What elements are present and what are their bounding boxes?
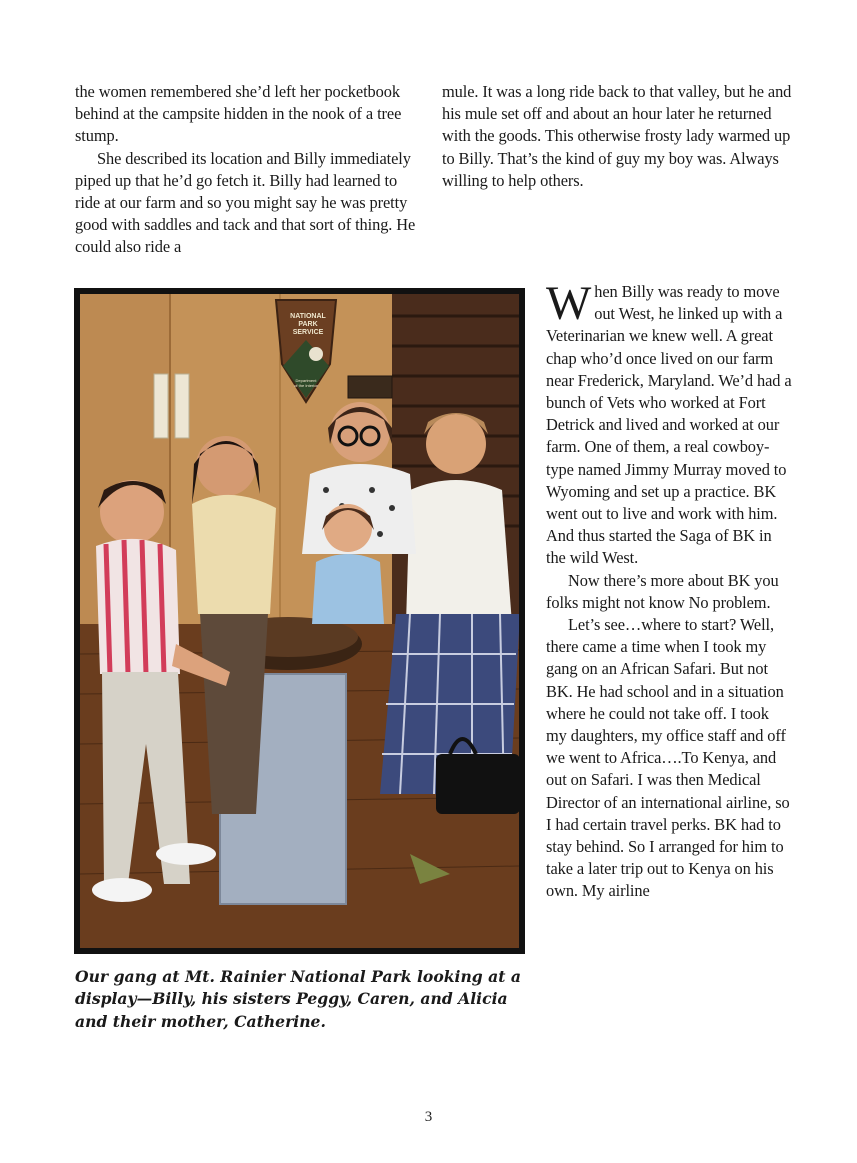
paragraph — [546, 277, 792, 570]
drop-cap: W — [546, 277, 592, 330]
sign-text: PARK — [298, 321, 318, 328]
text-column-top-left — [75, 81, 425, 259]
sign-text: NATIONAL — [290, 313, 326, 320]
sign-text: Department — [295, 378, 317, 383]
sign-text: SERVICE — [292, 329, 324, 336]
paragraph: Now there’s more about BK you folks might not know No problem. — [546, 570, 779, 612]
text-column-right — [546, 277, 792, 903]
photo-frame — [74, 288, 525, 954]
paragraph-text: hen Billy was ready to move out West, he linked up with a Veterinarian we knew well. A great chap who’d once lived on our farm near Frederick, Maryland. We’d had a bunch of Vets who worked at Fort Detrick and lived and worked at our farm. One of them, a real cowboy-type named Jimmy Murray moved to Wyoming and set up a practice. BK went out to live and work with him. And thus started the Saga of BK in the wild West. — [546, 282, 792, 568]
family-photo — [80, 294, 519, 948]
text-column-top-right — [442, 81, 792, 192]
paragraph: She described its location and Billy immediately piped up that he’d go fetch it. Billy had learned to ride at our farm and so you might say he was pretty good with saddles and tack and that sort of thing. He could also ride a — [75, 148, 416, 257]
photo-caption: Our gang at Mt. Rainier National Park looking at a display—Billy, his sisters Peggy, Caren, and Alicia and their mother, Catherine. — [75, 967, 521, 1031]
paragraph: the women remembered she’d left her pocketbook behind at the campsite hidden in the nook of a tree stump. — [75, 82, 402, 146]
page-number: 3 — [424, 1109, 433, 1125]
sign-text: of the Interior — [294, 383, 318, 388]
paragraph: Let’s see…where to start? Well, there came a time when I took my gang on an African Safari. But not BK. He had school and in a situation where he could not take off. I took my daughters, my office staff and off we went to Africa….To Kenya, and out on Safari. I was then Medical Director of an international airline, so I had certain travel perks. BK had to stay behind. So I arranged for him to take a later trip out to Kenya on his own. My airline — [546, 615, 790, 901]
paragraph: mule. It was a long ride back to that valley, but he and his mule set off and about an hour later he returned with the goods. This otherwise frosty lady warmed up to Billy. That’s the kind of guy my boy was. Always willing to help others. — [442, 82, 792, 190]
